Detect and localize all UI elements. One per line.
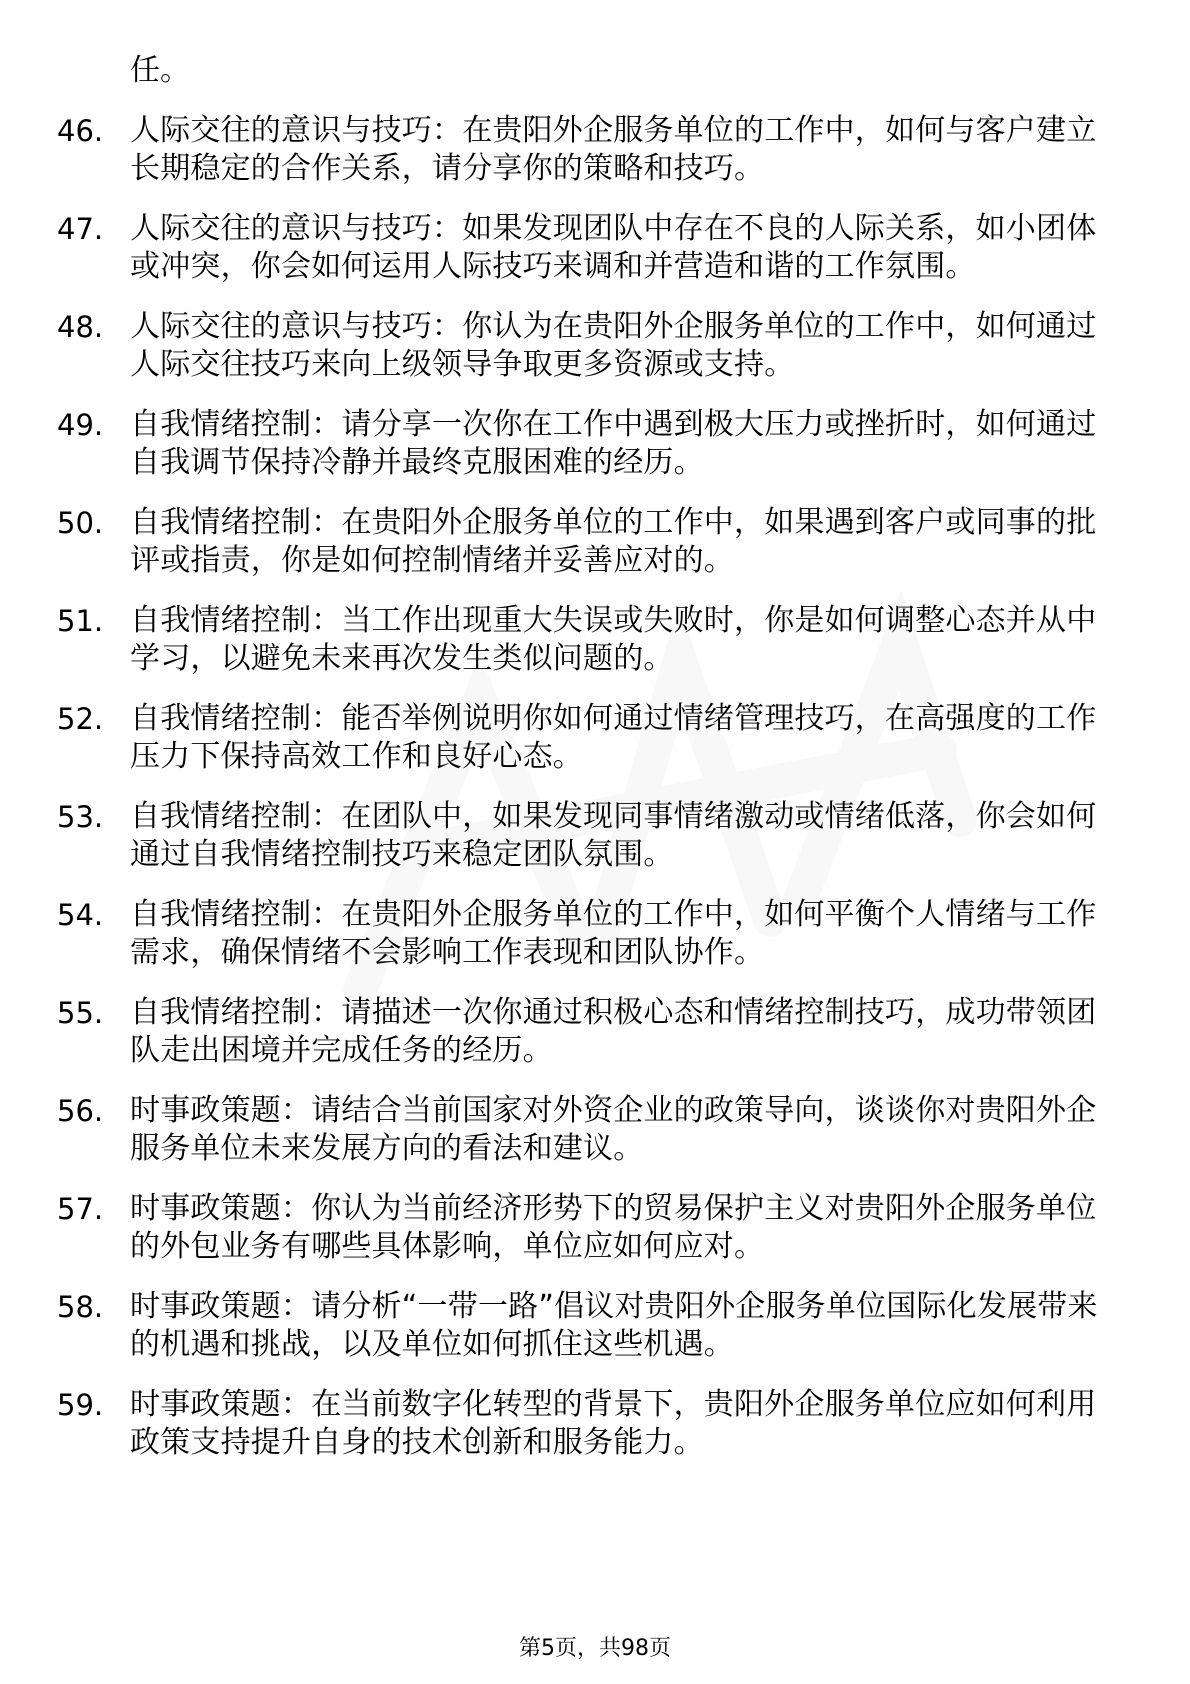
question-number: 55. bbox=[57, 996, 104, 1030]
question-number: 57. bbox=[57, 1192, 104, 1226]
question-item bbox=[0, 112, 1190, 188]
question-item bbox=[0, 602, 1190, 678]
question-text: 自我情绪控制：当工作出现重大失误或失败时，你是如何调整心态并从中学习，以避免未来再次发生类似问题的。 bbox=[130, 603, 1097, 676]
question-text: 时事政策题：在当前数字化转型的背景下，贵阳外企服务单位应如何利用政策支持提升自身的技术创新和服务能力。 bbox=[130, 1387, 1097, 1460]
question-item bbox=[0, 406, 1190, 482]
question-number: 59. bbox=[57, 1388, 104, 1422]
question-text: 时事政策题：你认为当前经济形势下的贸易保护主义对贵阳外企服务单位的外包业务有哪些具体影响，单位应如何应对。 bbox=[130, 1191, 1097, 1264]
question-text: 时事政策题：请分析“一带一路”倡议对贵阳外企服务单位国际化发展带来的机遇和挑战，以及单位如何抓住这些机遇。 bbox=[130, 1289, 1098, 1362]
question-item bbox=[0, 700, 1190, 776]
question-text: 自我情绪控制：请描述一次你通过积极心态和情绪控制技巧，成功带领团队走出困境并完成任务的经历。 bbox=[130, 995, 1097, 1068]
question-number: 54. bbox=[57, 898, 104, 932]
question-item bbox=[0, 1190, 1190, 1266]
question-item bbox=[0, 308, 1190, 384]
question-item bbox=[0, 504, 1190, 580]
question-item bbox=[0, 994, 1190, 1070]
question-number: 46. bbox=[57, 114, 104, 148]
question-number: 50. bbox=[57, 506, 104, 540]
question-number: 47. bbox=[57, 212, 104, 246]
question-number: 53. bbox=[57, 800, 104, 834]
question-text: 自我情绪控制：在团队中，如果发现同事情绪激动或情绪低落，你会如何通过自我情绪控制技巧来稳定团队氛围。 bbox=[130, 799, 1097, 872]
page-footer: 第5页，共98页 bbox=[519, 1636, 671, 1661]
question-text: 人际交往的意识与技巧：在贵阳外企服务单位的工作中，如何与客户建立长期稳定的合作关系，请分享你的策略和技巧。 bbox=[130, 113, 1097, 186]
question-number: 56. bbox=[57, 1094, 104, 1128]
question-item bbox=[0, 1288, 1190, 1364]
question-text: 时事政策题：请结合当前国家对外资企业的政策导向，谈谈你对贵阳外企服务单位未来发展方向的看法和建议。 bbox=[130, 1093, 1097, 1166]
question-number: 58. bbox=[57, 1290, 104, 1324]
question-number: 48. bbox=[57, 310, 104, 344]
question-item bbox=[0, 798, 1190, 874]
question-text: 人际交往的意识与技巧：如果发现团队中存在不良的人际关系，如小团体或冲突，你会如何运用人际技巧来调和并营造和谐的工作氛围。 bbox=[130, 211, 1097, 284]
question-item bbox=[0, 1092, 1190, 1168]
question-text: 自我情绪控制：请分享一次你在工作中遇到极大压力或挫折时，如何通过自我调节保持冷静并最终克服困难的经历。 bbox=[130, 407, 1097, 480]
question-text: 自我情绪控制：在贵阳外企服务单位的工作中，如何平衡个人情绪与工作需求，确保情绪不会影响工作表现和团队协作。 bbox=[130, 897, 1097, 970]
continuation-text: 任。 bbox=[130, 53, 190, 88]
question-list bbox=[0, 112, 1190, 1484]
question-item bbox=[0, 896, 1190, 972]
question-number: 49. bbox=[57, 408, 104, 442]
question-text: 自我情绪控制：能否举例说明你如何通过情绪管理技巧，在高强度的工作压力下保持高效工作和良好心态。 bbox=[130, 701, 1097, 774]
question-text: 自我情绪控制：在贵阳外企服务单位的工作中，如果遇到客户或同事的批评或指责，你是如何控制情绪并妥善应对的。 bbox=[130, 505, 1097, 578]
question-number: 52. bbox=[57, 702, 104, 736]
question-number: 51. bbox=[57, 604, 104, 638]
question-item bbox=[0, 1386, 1190, 1462]
question-text: 人际交往的意识与技巧：你认为在贵阳外企服务单位的工作中，如何通过人际交往技巧来向上级领导争取更多资源或支持。 bbox=[130, 309, 1097, 382]
question-item bbox=[0, 210, 1190, 286]
